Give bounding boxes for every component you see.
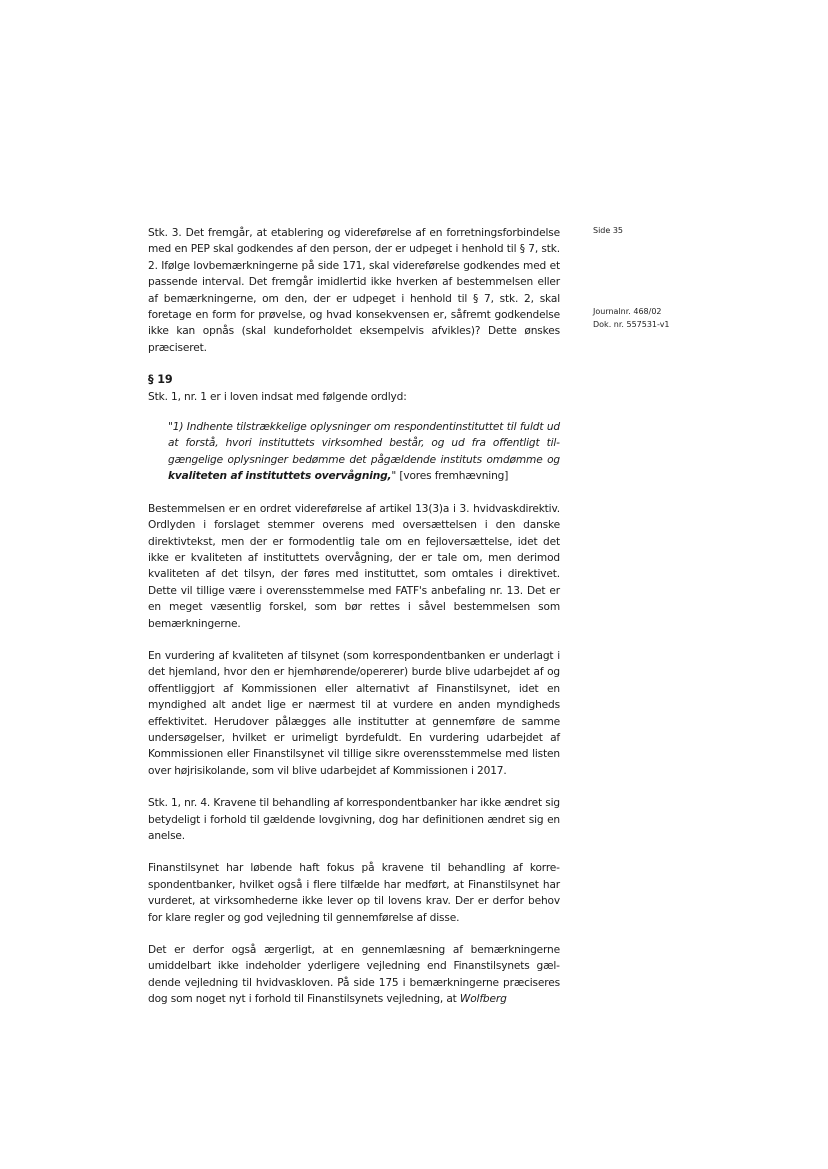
margin-page-label	[593, 224, 703, 237]
document-number: Dok. nr. 557531-v1	[593, 320, 670, 329]
paragraph-stk1-nr4: Stk. 1, nr. 4. Kravene til behandling af korrespondentbanker har ikke ændret sig betydeligt i forhold til gældende lovgivning, dog har definitionen ændret sig en anelse.	[148, 797, 560, 842]
paragraph-stk3-pep: Stk. 3. Det fremgår, at etablering og videreførelse af en forretningsforbindelse med en PEP skal godkendes af den person, der er udpeget i henhold til § 7, stk. 2. Ifølge lovbemærkningerne på side 171, skal videreførelse godkendes med et passende interval. Det fremgår imidlertid ikke hverken af bestemmelsen eller af bemærkningerne, om den, der er udpeget i henhold til § 7, stk. 2, skal foretage en form for prøvelse, og hvad konsekvensen er, såfremt godkendelse ikke kan opnås (skal kundeforholdet eksempelvis afvikles)? Dette ønskes præciseret.	[148, 227, 560, 354]
law-quote	[168, 419, 560, 485]
paragraph-supervision-assessment: En vurdering af kvaliteten af tilsynet (som korrespondentbanken er underlagt i det hjemland, hvor den er hjemhørende/opererer) burde blive udarbejdet af og offentliggjort af Kommissionen eller alternativt af Finanstilsynet, idet en myndighed alt andet lige er nærmest til at vurdere en anden myndigheds effektivitet. Herudover pålægges alle institutter at gennemføre de samme undersøgelser, hvilket er urimeligt byrdefuldt. En vurdering udarbejdet af Kommissionen eller Finanstilsynet vil tillige sikre overensstemmelse med listen over højrisikolande, som vil blive udarbejdet af Kommissionen i 2017.	[148, 649, 560, 777]
quote-closing-mark: "	[391, 470, 397, 483]
paragraph-finanstilsynet-focus: Finanstilsynet har løbende haft fokus på kravene til behandling af korrespondentbanker, hvilket også i flere tilfælde har medført, at Finanstilsynet har vurderet, at virksomhederne ikke lever op til lovens krav. Der er derfor behov for klare regler og god vejledning til gennemførelse af disse.	[148, 862, 560, 924]
margin-references	[593, 305, 703, 331]
paragraph-directive: Bestemmelsen er en ordret videreførelse af artikel 13(3)a i 3. hvidvaskdirektiv. Ordlyden i forslaget stemmer overens med oversættelsen i den danske direktivtekst, men der er formodentlig tale om en fejloversættelse, idet det ikke er kvaliteten af instituttets overvågning, der er tale om, men derimod kvaliteten af det tilsyn, der føres med instituttet, som omtales i direktivet. Dette vil tillige være i overensstemmelse med FATF's anbefaling nr. 13. Det er en meget væsentlig forskel, som bør rettes i såvel bestemmelsen som bemærkningerne.	[148, 502, 560, 630]
quote-text: "1) Indhente tilstrækkelige oplysninger om respondentinstituttet til fuldt ud at forstå, hvori instituttets virksomhed består, og ud fra offentligt tilgængelige oplysninger bedømme det pågældende instituts omdømme og	[168, 421, 560, 466]
guidance-text: Det er derfor også ærgerligt, at en gennemlæsning af bemærkningerne umiddelbart ikke indeholder yderligere vejledning end Finanstilsynets gældende vejledning til hvidvaskloven. På side 175 i bemærkningerne præciseres dog som noget nyt i forhold til Finanstilsynets vejledning, at	[148, 944, 560, 1006]
quote-emphasis: kvaliteten af instituttets overvågning,	[168, 470, 392, 483]
quote-note: [vores fremhævning]	[396, 470, 509, 483]
journal-number: Journalnr. 468/02	[593, 307, 662, 316]
paragraph-guidance	[148, 942, 560, 1008]
wolfberg-term: Wolfberg	[459, 993, 507, 1006]
page-number-label: Side 35	[593, 226, 624, 235]
section-heading: § 19	[148, 373, 173, 387]
main-text-column	[148, 225, 560, 1008]
paragraph-stk1-intro: Stk. 1, nr. 1 er i loven indsat med følgende ordlyd:	[148, 390, 407, 403]
